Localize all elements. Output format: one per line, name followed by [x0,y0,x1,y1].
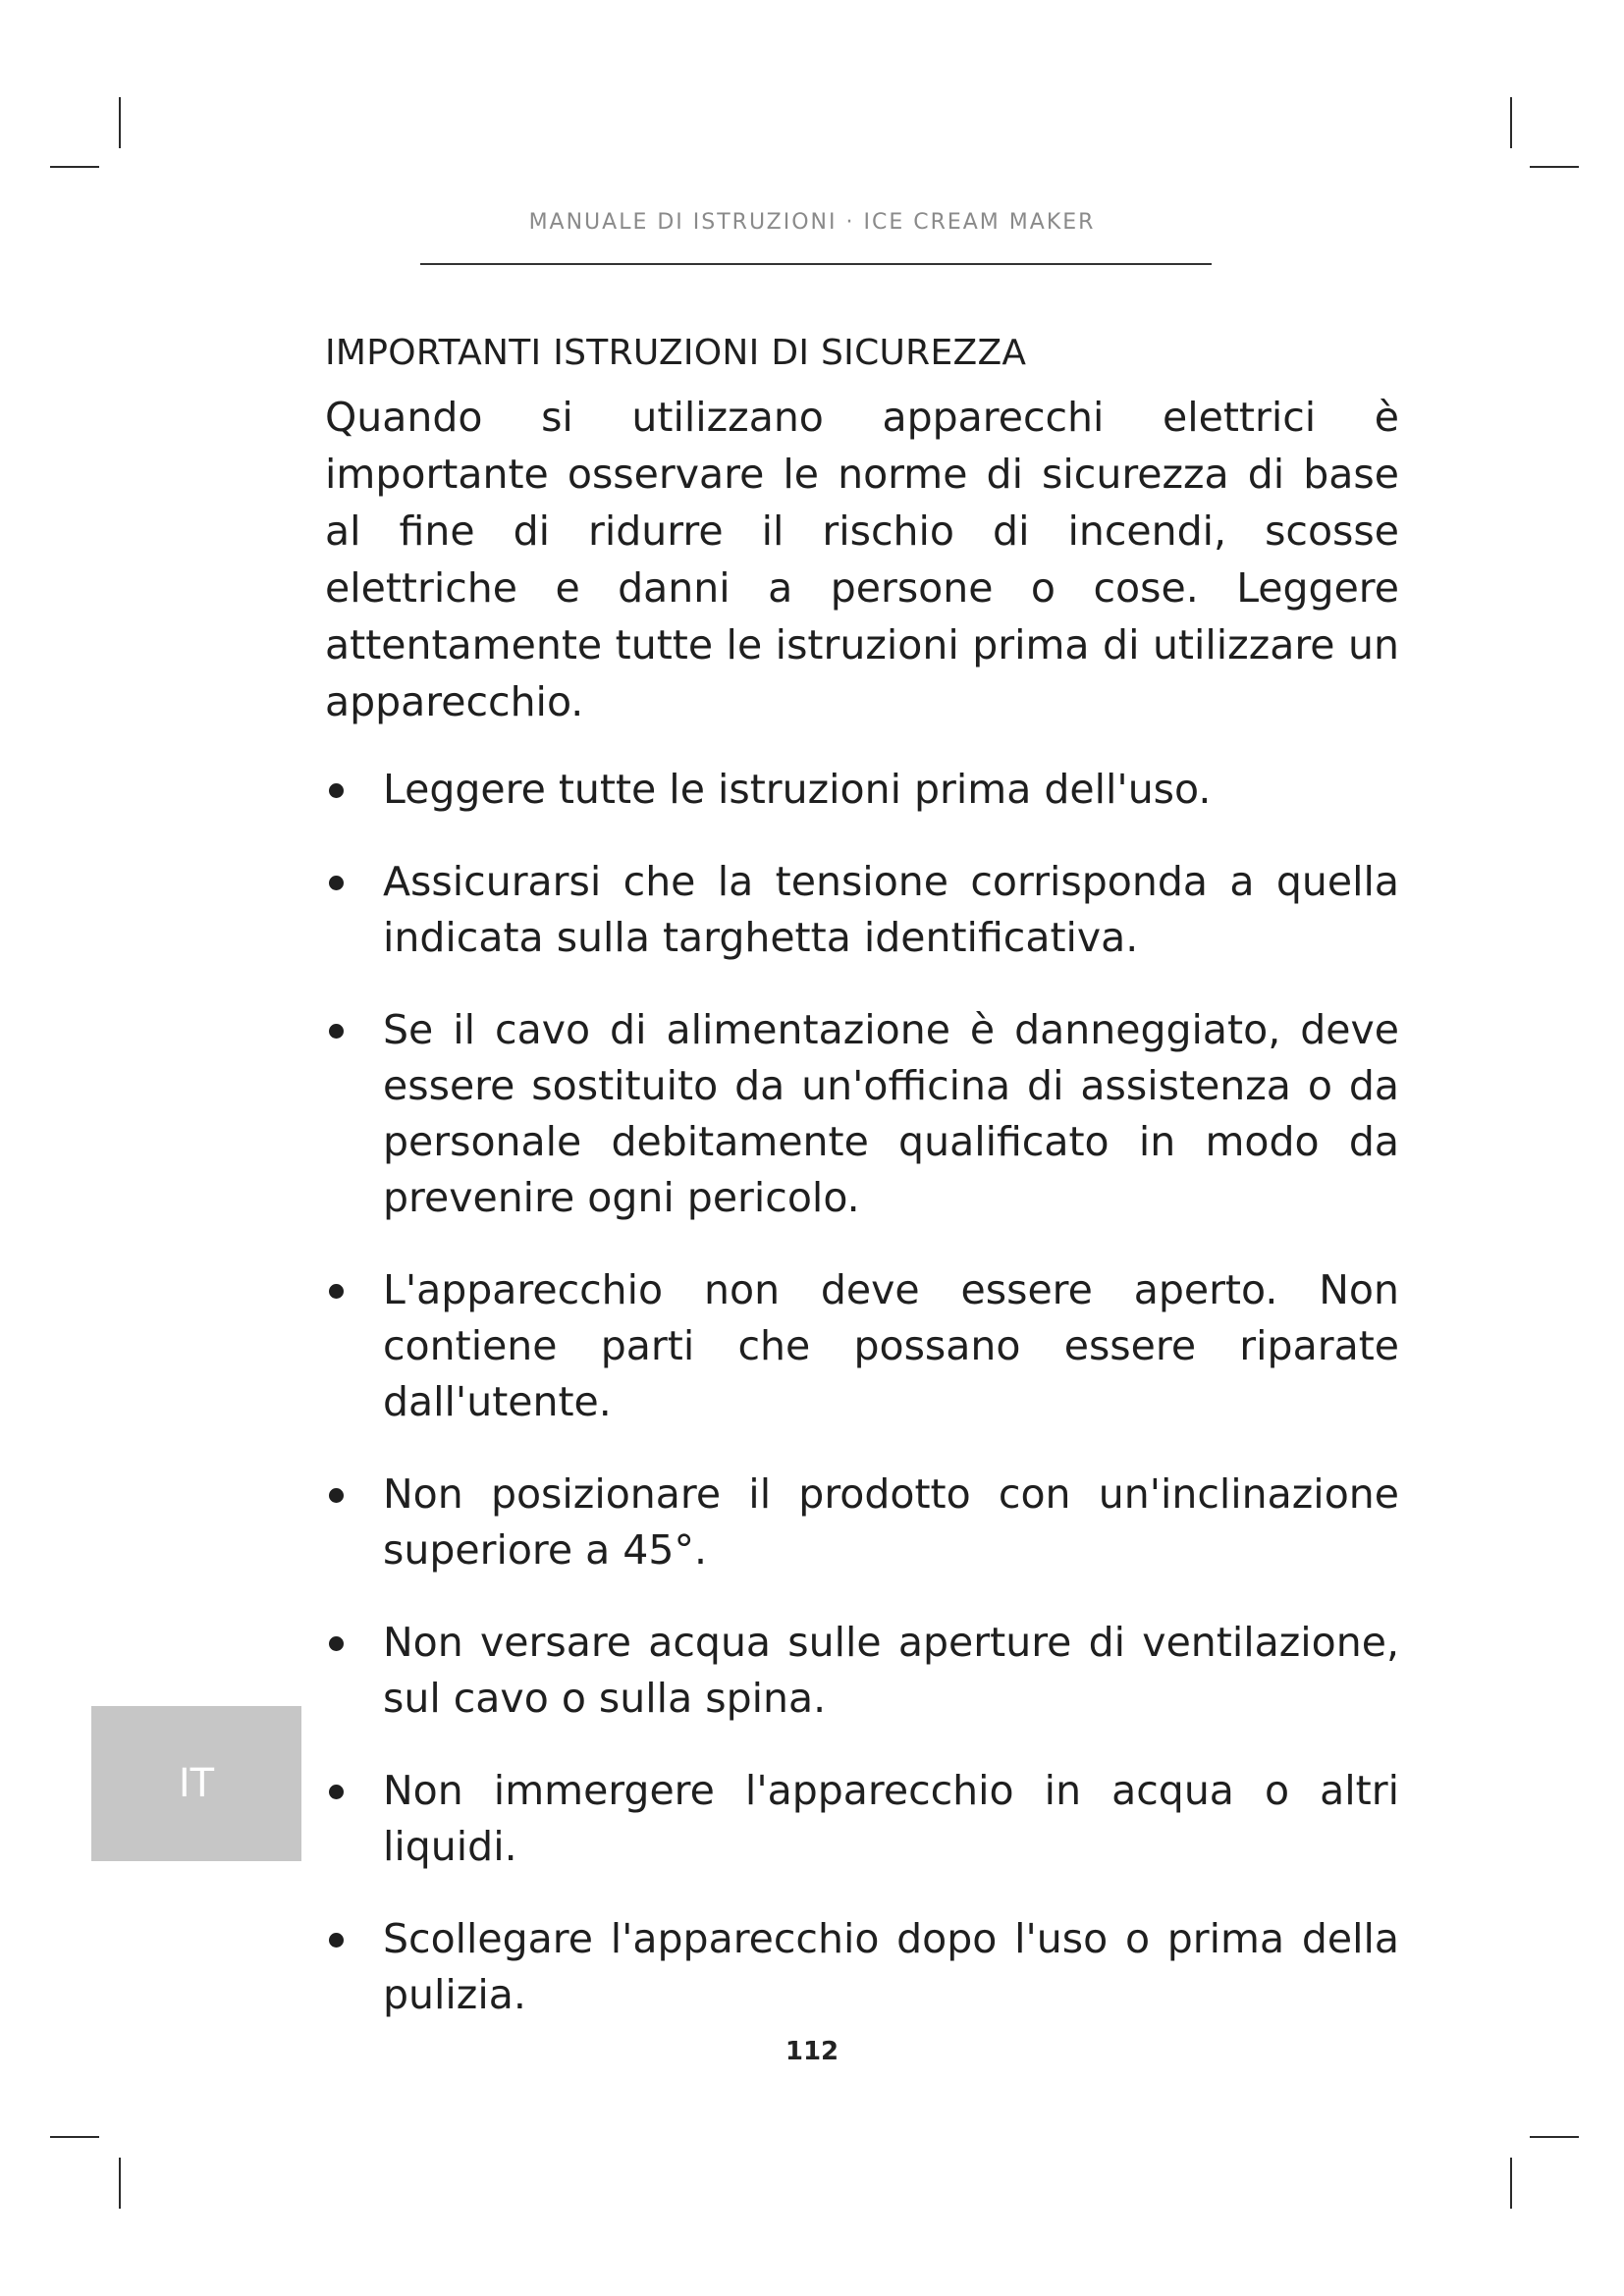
bullet-icon [329,1785,344,1799]
page-number: 112 [785,2037,839,2066]
bullet-icon [329,1488,344,1503]
bullet-icon [329,1636,344,1651]
list-item-text: Non posizionare il prodotto con un'inclinazione superiore a 45°. [383,1470,1399,1574]
crop-mark [1510,97,1512,148]
list-item [325,1002,1399,1226]
language-tab [91,1706,301,1861]
list-item [325,1262,1399,1430]
bullet-icon [329,1284,344,1299]
main-content [325,330,1399,2059]
list-item [325,1467,1399,1578]
list-item [325,1911,1399,2023]
intro-paragraph: Quando si utilizzano apparecchi elettrici è importante osservare le norme di sicurezza di base al fine di ridurre il rischio di incendi, scosse elettriche e danni a persone o cose. Leggere attentamente tutte le istruzioni prima di utilizzare un apparecchio. [325,394,1399,725]
crop-mark [119,2158,121,2209]
crop-mark [119,97,121,148]
list-item-text: Non versare acqua sulle aperture di ventilazione, sul cavo o sulla spina. [383,1619,1399,1722]
list-item-text: Scollegare l'apparecchio dopo l'uso o prima della pulizia. [383,1915,1399,2018]
list-item-text: Leggere tutte le istruzioni prima dell'uso. [383,766,1212,813]
list-item [325,1615,1399,1727]
bullet-icon [329,1024,344,1039]
section-heading: IMPORTANTI ISTRUZIONI DI SICUREZZA [325,333,1027,373]
crop-mark [50,166,99,168]
running-header: MANUALE DI ISTRUZIONI · ICE CREAM MAKER [528,210,1096,235]
list-item [325,854,1399,966]
crop-mark [1510,2158,1512,2209]
list-item [325,1763,1399,1875]
header-divider [420,263,1212,265]
list-item-text: L'apparecchio non deve essere aperto. Non contiene parti che possano essere riparate dall'utente. [383,1266,1399,1425]
bullet-icon [329,1933,344,1948]
crop-mark [1530,166,1579,168]
language-tab-label: IT [178,1761,215,1806]
list-item-text: Se il cavo di alimentazione è danneggiato, deve essere sostituito da un'officina di assistenza o da personale debitamente qualificato in modo da prevenire ogni pericolo. [383,1006,1399,1221]
list-item-text: Assicurarsi che la tensione corrisponda a quella indicata sulla targhetta identificativa. [383,858,1399,961]
safety-list [325,762,1399,2023]
list-item [325,762,1399,818]
crop-mark [50,2136,99,2138]
list-item-text: Non immergere l'apparecchio in acqua o altri liquidi. [383,1767,1399,1870]
bullet-icon [329,783,344,798]
bullet-icon [329,876,344,890]
crop-mark [1530,2136,1579,2138]
